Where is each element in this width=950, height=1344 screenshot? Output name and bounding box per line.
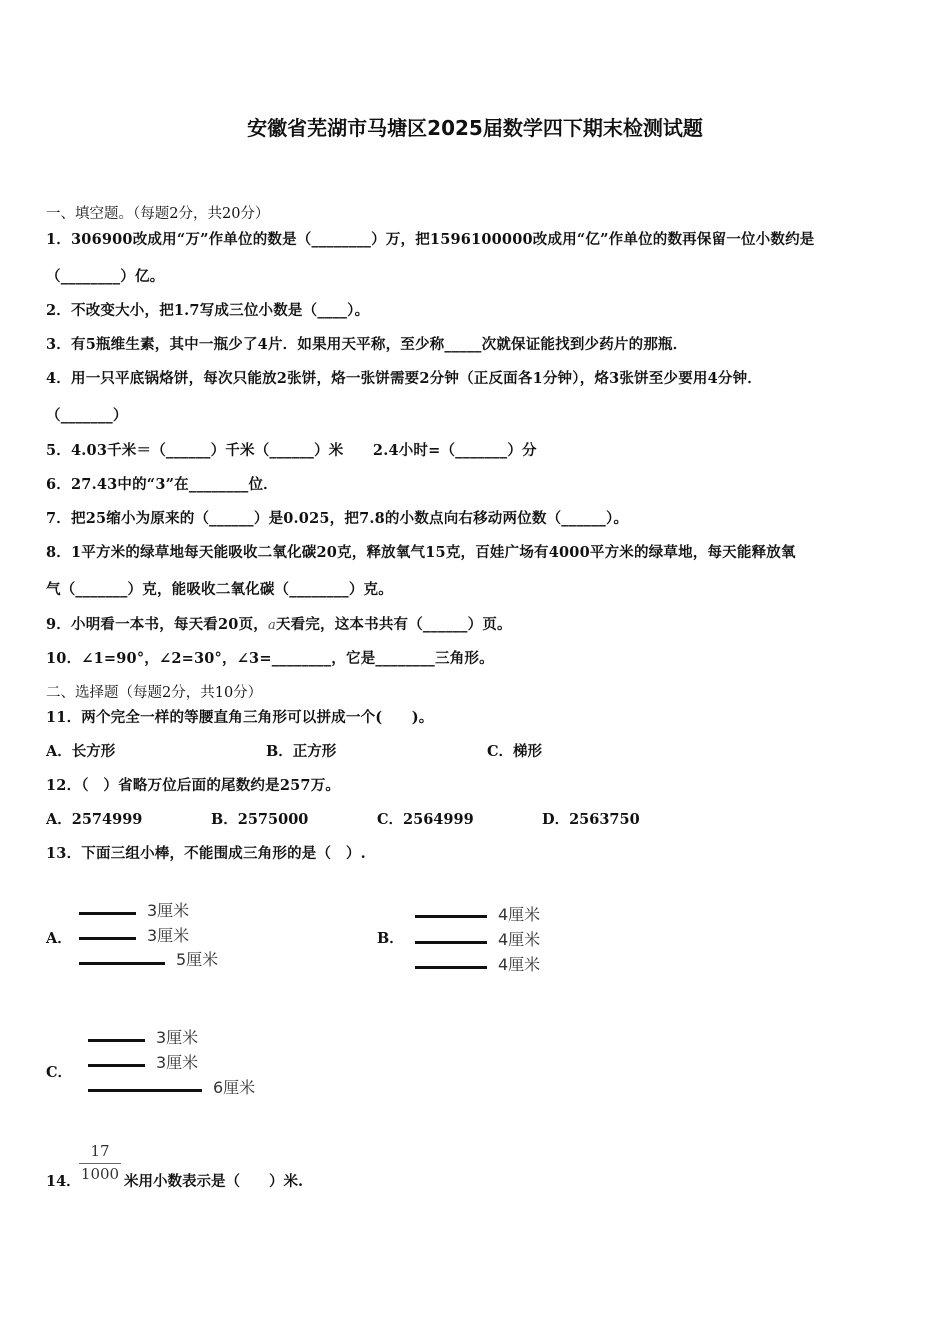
fraction-numerator: 17 — [90, 1142, 110, 1160]
stick-a-2-length: 3厘米 — [147, 926, 190, 945]
section-heading-choice: 二、选择题（每题2分，共10分） — [46, 685, 263, 701]
question-4-line-2: （_______） — [46, 407, 128, 424]
q11-option-b: B．正方形 — [266, 743, 337, 760]
q11-option-a: A．长方形 — [46, 743, 116, 760]
stick-a-1-length: 3厘米 — [147, 901, 190, 920]
stick-a-3 — [79, 962, 165, 965]
stick-b-2-length: 4厘米 — [498, 930, 541, 949]
question-13: 13．下面三组小棒，不能围成三角形的是（ ）. — [46, 845, 366, 862]
question-5: 5．4.03千米＝（______）千米（______）米 2.4小时=（_______）分 — [46, 442, 537, 459]
question-9-prefix: 9．小明看一本书，每天看20页， — [46, 616, 268, 633]
q13-option-b-label: B． — [377, 930, 404, 947]
stick-c-1-length: 3厘米 — [156, 1028, 199, 1047]
stick-b-3-length: 4厘米 — [498, 955, 541, 974]
question-1-line-2: （________）亿。 — [46, 268, 165, 285]
fraction-denominator: 1000 — [80, 1165, 120, 1183]
question-14-number: 14． — [46, 1173, 81, 1190]
question-3: 3．有5瓶维生素，其中一瓶少了4片．如果用天平称，至少称_____次就保证能找到少药片的那瓶． — [46, 336, 688, 353]
stick-c-3 — [88, 1089, 202, 1092]
question-4-line-1: 4．用一只平底锅烙饼，每次只能放2张饼，烙一张饼需要2分钟（正反面各1分钟），烙3张饼至少要用4分钟． — [46, 370, 762, 387]
q12-option-a: A．2574999 — [46, 811, 143, 828]
question-9-variable: a — [267, 618, 276, 633]
section-heading-fill-blank: 一、填空题。（每题2分，共20分） — [46, 206, 270, 222]
question-2: 2．不改变大小，把1.7写成三位小数是（____）。 — [46, 302, 370, 319]
q11-option-c: C．梯形 — [487, 743, 543, 760]
stick-a-2 — [79, 937, 136, 940]
stick-c-1 — [88, 1039, 145, 1042]
q12-option-d: D．2563750 — [542, 811, 640, 828]
stick-b-1-length: 4厘米 — [498, 905, 541, 924]
stick-b-1 — [415, 915, 487, 918]
stick-b-2 — [415, 941, 487, 944]
q13-option-c-label: C． — [46, 1064, 73, 1081]
question-12: 12．（ ）省略万位后面的尾数约是257万。 — [46, 777, 341, 794]
fraction-17-over-1000 — [79, 1142, 121, 1183]
stick-a-3-length: 5厘米 — [176, 950, 219, 969]
q13-option-a-label: A． — [46, 930, 72, 947]
question-8-line-2: 气（_______）克，能吸收二氧化碳（________）克。 — [46, 581, 393, 598]
question-9 — [46, 613, 512, 634]
question-7: 7．把25缩小为原来的（______）是0.025，把7.8的小数点向右移动两位数（______）。 — [46, 510, 629, 527]
question-1-line-1: 1．306900改成用“万”作单位的数是（________）万，把1596100000改成用“亿”作单位的数再保留一位小数约是 — [46, 231, 815, 248]
q12-option-c: C．2564999 — [377, 811, 474, 828]
q12-option-b: B．2575000 — [211, 811, 309, 828]
question-6: 6．27.43中的“3”在________位． — [46, 476, 278, 493]
question-11: 11．两个完全一样的等腰直角三角形可以拼成一个( )。 — [46, 709, 434, 726]
question-14-text: 米用小数表示是（ ）米. — [124, 1173, 304, 1190]
page-title: 安徽省芜湖市马塘区2025届数学四下期末检测试题 — [247, 116, 703, 140]
stick-c-2-length: 3厘米 — [156, 1053, 199, 1072]
question-9-suffix: 天看完，这本书共有（______）页。 — [275, 616, 512, 633]
question-8-line-1: 8．1平方米的绿草地每天能吸收二氧化碳20克，释放氧气15克，百娃广场有4000平方米的绿草地，每天能释放氧 — [46, 544, 796, 561]
stick-b-3 — [415, 966, 487, 969]
fraction-bar — [79, 1163, 121, 1164]
stick-c-3-length: 6厘米 — [213, 1078, 256, 1097]
stick-a-1 — [79, 912, 136, 915]
stick-c-2 — [88, 1064, 145, 1067]
question-10: 10．∠1=90°，∠2=30°，∠3=________，它是________三角形。 — [46, 650, 494, 667]
